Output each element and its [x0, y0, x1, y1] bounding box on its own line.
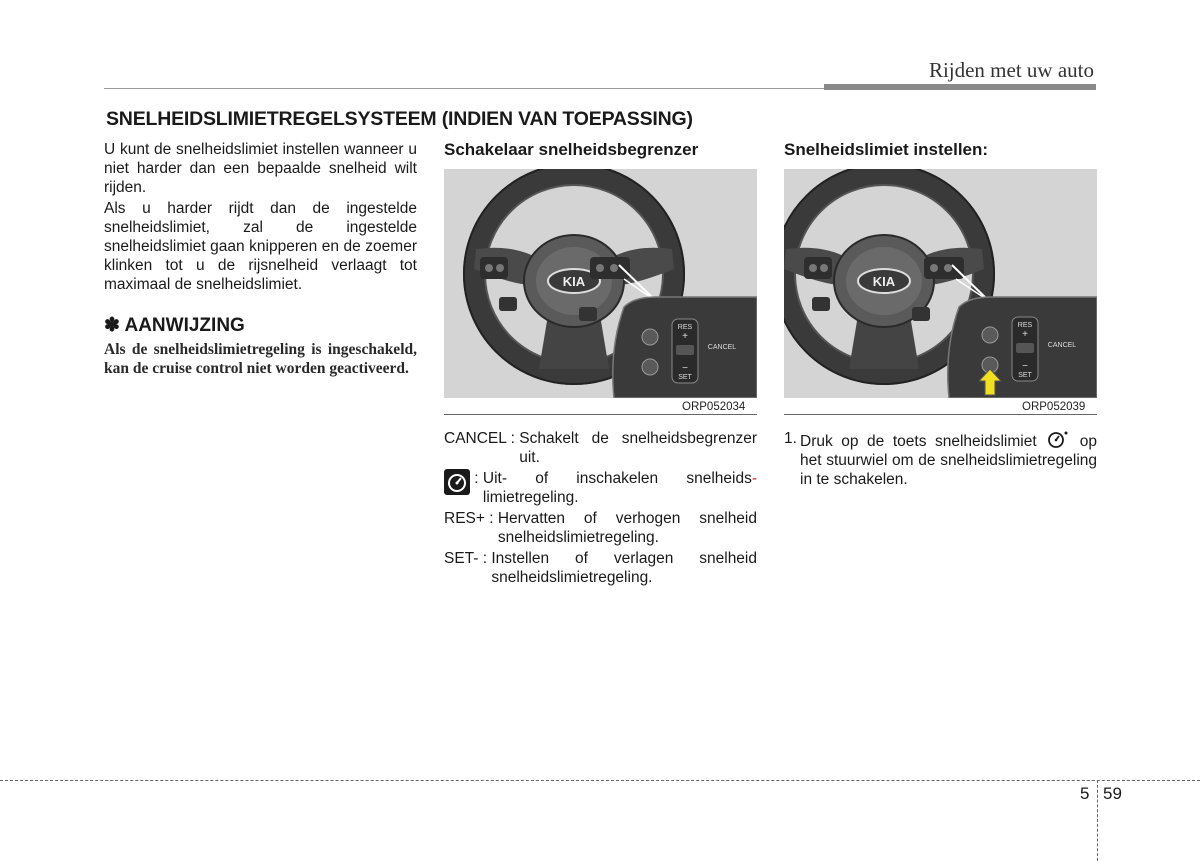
item-text: Instellen of verlagen snelheid snelheidslimietregeling. — [491, 550, 757, 586]
header-rule — [104, 88, 824, 89]
section-title: SNELHEIDSLIMIETREGELSYSTEEM (INDIEN VAN TOEPASSING) — [106, 108, 693, 130]
figure-rule — [444, 414, 757, 415]
item-label: : — [470, 470, 483, 487]
footer-divider — [1097, 780, 1098, 861]
set-limit-heading: Snelheidslimiet instellen: — [784, 140, 989, 159]
steering-wheel-figure-2 — [784, 169, 1097, 398]
step-text-a: Druk op de toets snelheidslimiet — [800, 433, 1037, 450]
page-number: 59 — [1103, 784, 1122, 803]
set-label: SET — [678, 374, 692, 381]
item-label: RES+ : — [444, 510, 498, 527]
chapter-number: 5 — [1080, 784, 1090, 803]
cancel-label: CANCEL — [707, 344, 737, 351]
switch-list — [444, 429, 757, 587]
footer-rule — [0, 780, 1200, 781]
steering-wheel-figure — [444, 169, 757, 398]
cancel-label: CANCEL — [1047, 342, 1077, 349]
list-item-cancel — [444, 429, 757, 467]
figure-code-2: ORP052039 — [1022, 401, 1086, 413]
speed-limit-icon — [1045, 429, 1071, 449]
step-text — [800, 429, 1097, 489]
set-label: SET — [1018, 372, 1032, 379]
item-text-a: Uit- of inschakelen snelheids — [482, 470, 752, 487]
item-label: SET- : — [444, 550, 492, 567]
item-label: CANCEL : — [444, 430, 520, 447]
set-minus: − — [1022, 361, 1028, 372]
warning-paragraph: Als u harder rijdt dan de ingestelde snelheidslimiet, zal de ingestelde snelheidslimiet gaan knipperen en de zoemer klinken tot u de rijsnelheid verlaagt tot maximaal de snelheidslimiet. — [104, 200, 417, 293]
res-label: RES — [677, 324, 693, 331]
figure-code: ORP052034 — [682, 401, 746, 413]
steering-wheel-illustration — [444, 169, 757, 398]
item-text — [483, 469, 757, 507]
note-title: ✽ AANWIJZING — [104, 315, 245, 336]
item-text: Schakelt de snelheidsbegrenzer uit. — [519, 430, 757, 466]
res-plus: + — [1022, 329, 1028, 340]
kia-logo: KIA — [872, 274, 896, 289]
switch-heading: Schakelaar snelheidsbegrenzer — [444, 140, 699, 159]
intro-paragraph: U kunt de snelheidslimiet instellen wanneer u niet harder dan een bepaalde snelheid wilt rijden. — [104, 141, 417, 196]
chapter-title: Rijden met uw auto — [928, 58, 1094, 82]
list-item-res — [444, 509, 757, 547]
header-rule-accent — [824, 84, 1096, 90]
item-text: Hervatten of verhogen snelheid snelheidslimietregeling. — [497, 510, 757, 546]
note-text: Als de snelheidslimietregeling is ingeschakeld, kan de cruise control niet worden geactiveerd. — [104, 341, 417, 377]
list-item-set — [444, 549, 757, 587]
step-number: 1. — [784, 430, 797, 447]
speed-limit-icon — [444, 469, 470, 495]
step-list — [784, 429, 1097, 489]
steering-wheel-illustration-2 — [784, 169, 1097, 398]
set-minus: − — [682, 363, 688, 374]
step-text-b: op het stuurwiel om de snelheidslimietregeling in te schakelen. — [800, 433, 1097, 488]
red-hyphen: - — [751, 470, 757, 487]
kia-logo: KIA — [562, 274, 586, 289]
figure-rule-2 — [784, 414, 1097, 415]
item-text-b: limietregeling. — [482, 489, 579, 506]
res-label: RES — [1017, 322, 1033, 329]
res-plus: + — [682, 331, 688, 342]
list-item-step-1 — [784, 429, 1097, 489]
list-item-speed-limit — [444, 469, 757, 507]
